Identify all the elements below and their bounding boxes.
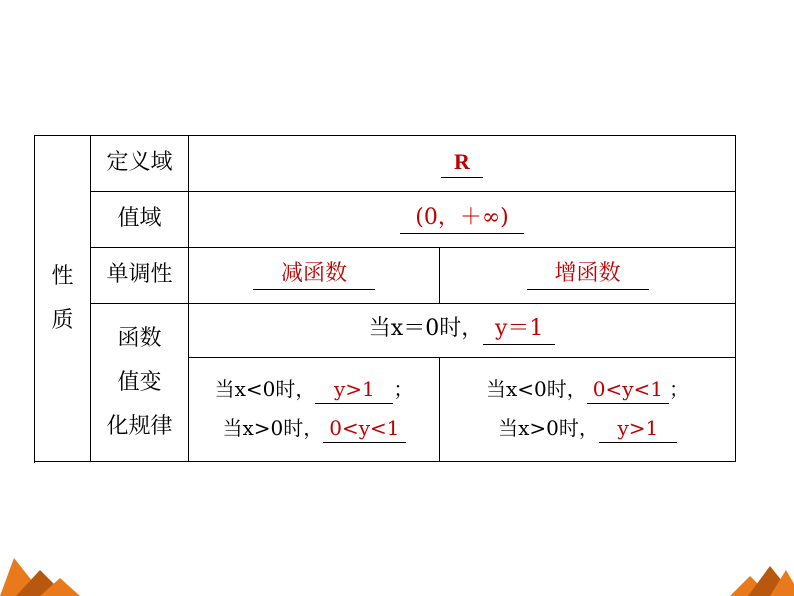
left-semicolon: ； [393,376,414,401]
change-label-3: 化规律 [106,413,173,439]
monotonic-right-cell [440,248,736,304]
range-value-cell [189,192,736,248]
triangle-decoration [0,540,794,596]
range-label: 值域 [91,192,189,248]
left-cond-2: 当x>0时， [222,415,324,440]
right-semicolon: ； [669,376,690,401]
left-cond-1: 当x<0时， [214,376,316,401]
properties-table [34,135,736,462]
domain-value-cell [189,136,736,192]
category-cell [35,136,91,462]
monotonic-left: 减函数 [253,261,375,290]
right-cond-1: 当x<0时， [485,376,587,401]
left-val-2: 0<y<1 [323,416,405,443]
at-zero-cell [189,304,736,358]
category-char-2: 质 [51,307,74,333]
domain-label: 定义域 [91,136,189,192]
at-zero-prefix: 当x＝0时， [368,315,484,341]
right-val-1: 0<y<1 [587,377,669,404]
change-label-1: 函数 [117,325,162,351]
category-char-1: 性 [51,263,74,289]
left-rule-cell [189,358,440,462]
change-label-2: 值变 [117,369,162,395]
monotonic-right: 增函数 [527,261,649,290]
right-val-2: y>1 [599,416,677,443]
right-rule-cell [440,358,736,462]
domain-value: R [441,149,483,178]
at-zero-value: y＝1 [483,316,555,345]
left-val-1: y>1 [315,377,393,404]
range-value: (0，＋∞) [400,205,524,234]
monotonic-left-cell [189,248,440,304]
right-cond-2: 当x>0时， [498,415,599,440]
change-label-cell [91,304,189,462]
monotonic-label: 单调性 [91,248,189,304]
